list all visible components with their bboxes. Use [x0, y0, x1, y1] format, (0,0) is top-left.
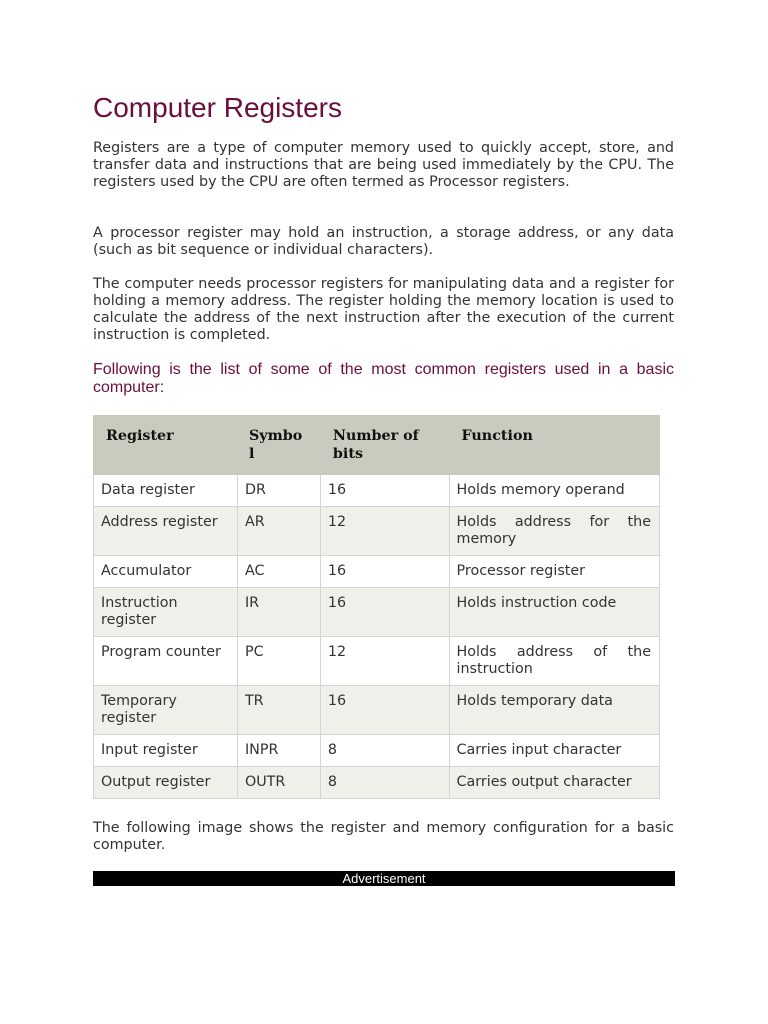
table-row [94, 735, 660, 767]
header-number-of-bits: Number of bits [320, 416, 449, 475]
cell-function: Holds instruction code [449, 588, 659, 637]
cell-symbol: AR [237, 507, 320, 556]
list-intro: Following is the list of some of the most common registers used in a basic computer: [93, 361, 674, 396]
cell-register: Data register [94, 475, 238, 507]
cell-symbol: TR [237, 686, 320, 735]
header-register: Register [94, 416, 238, 475]
table-row [94, 556, 660, 588]
cell-function: Holds address of the instruction [449, 637, 659, 686]
cell-function: Holds temporary data [449, 686, 659, 735]
cell-register: Instruction register [94, 588, 238, 637]
cell-bits: 8 [320, 767, 449, 799]
paragraph-1: Registers are a type of computer memory used to quickly accept, store, and transfer data and instructions that are being used immediately by the CPU. The registers used by the CPU are often termed as Processor registers. [93, 140, 674, 190]
cell-register: Input register [94, 735, 238, 767]
cell-symbol: AC [237, 556, 320, 588]
table-row [94, 588, 660, 637]
cell-function: Holds memory operand [449, 475, 659, 507]
cell-register: Temporary register [94, 686, 238, 735]
cell-symbol: IR [237, 588, 320, 637]
registers-table [93, 415, 660, 799]
cell-function: Carries input character [449, 735, 659, 767]
table-header-row [94, 416, 660, 475]
table-row [94, 686, 660, 735]
header-symbol: Symbo l [237, 416, 320, 475]
table-row [94, 507, 660, 556]
cell-bits: 16 [320, 475, 449, 507]
cell-register: Address register [94, 507, 238, 556]
header-function: Function [449, 416, 659, 475]
cell-bits: 8 [320, 735, 449, 767]
cell-symbol: INPR [237, 735, 320, 767]
page-title: Computer Registers [93, 92, 342, 123]
cell-bits: 12 [320, 507, 449, 556]
cell-symbol: PC [237, 637, 320, 686]
cell-symbol: OUTR [237, 767, 320, 799]
table-row [94, 475, 660, 507]
advertisement-banner[interactable]: Advertisement [93, 871, 675, 886]
table-row [94, 767, 660, 799]
cell-bits: 16 [320, 556, 449, 588]
cell-symbol: DR [237, 475, 320, 507]
cell-register: Accumulator [94, 556, 238, 588]
paragraph-2: A processor register may hold an instruction, a storage address, or any data (such as bit sequence or individual characters). [93, 225, 674, 258]
cell-bits: 12 [320, 637, 449, 686]
cell-function: Processor register [449, 556, 659, 588]
table-row [94, 637, 660, 686]
cell-bits: 16 [320, 588, 449, 637]
cell-register: Output register [94, 767, 238, 799]
cell-function: Holds address for the memory [449, 507, 659, 556]
cell-function: Carries output character [449, 767, 659, 799]
paragraph-3: The computer needs processor registers for manipulating data and a register for holding a memory address. The register holding the memory location is used to calculate the address of the next instruction after the execution of the current instruction is completed. [93, 276, 674, 343]
cell-register: Program counter [94, 637, 238, 686]
cell-bits: 16 [320, 686, 449, 735]
closing-paragraph: The following image shows the register and memory configuration for a basic computer. [93, 820, 674, 853]
